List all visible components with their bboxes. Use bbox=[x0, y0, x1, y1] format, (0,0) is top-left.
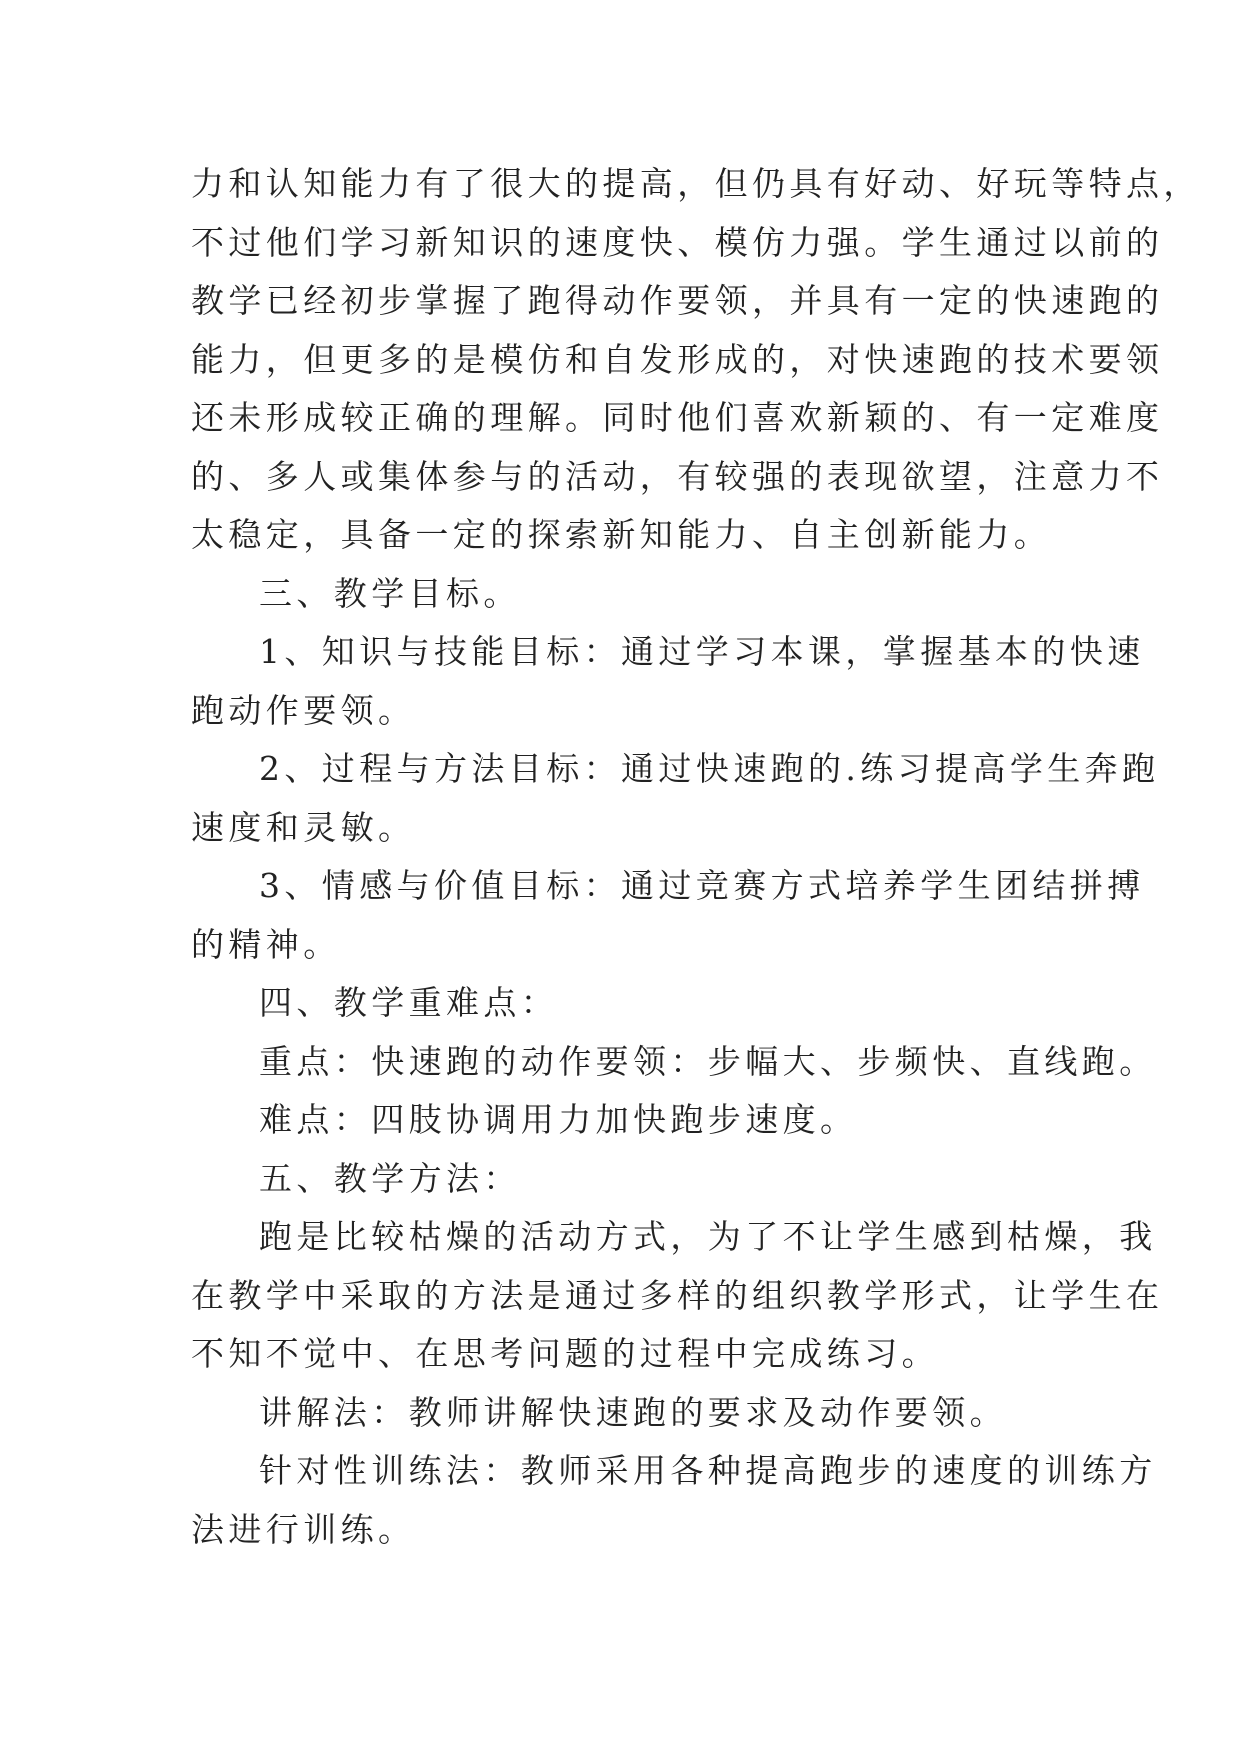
text-line: 教学已经初步掌握了跑得动作要领，并具有一定的快速跑的 bbox=[191, 281, 1164, 320]
text-line: 的精神。 bbox=[191, 924, 341, 964]
text-line: 在教学中采取的方法是通过多样的组织教学形式，让学生在 bbox=[191, 1275, 1164, 1315]
text-line: 法进行训练。 bbox=[191, 1509, 416, 1549]
text-line: 跑动作要领。 bbox=[191, 690, 416, 730]
text-line: 五、教学方法： bbox=[259, 1158, 521, 1198]
text-line: 力和认知能力有了很大的提高，但仍具有好动、好玩等特点， bbox=[191, 164, 1201, 203]
text-line: 的、多人或集体参与的活动，有较强的表现欲望，注意力不 bbox=[191, 456, 1164, 496]
document-body bbox=[191, 155, 1201, 1559]
text-line: 还未形成较正确的理解。同时他们喜欢新颖的、有一定难度 bbox=[191, 398, 1164, 437]
text-line: 1、知识与技能目标：通过学习本课，掌握基本的快速 bbox=[259, 632, 1145, 671]
text-line: 三、教学目标。 bbox=[259, 573, 521, 613]
text-line: 太稳定，具备一定的探索新知能力、自主创新能力。 bbox=[191, 515, 1052, 554]
text-line: 2、过程与方法目标：通过快速跑的.练习提高学生奔跑 bbox=[259, 749, 1160, 788]
text-line: 重点：快速跑的动作要领：步幅大、步频快、直线跑。 bbox=[259, 1041, 1157, 1081]
text-line: 3、情感与价值目标：通过竞赛方式培养学生团结拼搏 bbox=[259, 866, 1145, 905]
text-line: 讲解法：教师讲解快速跑的要求及动作要领。 bbox=[259, 1392, 1007, 1432]
text-line: 针对性训练法：教师采用各种提高跑步的速度的训练方 bbox=[259, 1451, 1157, 1490]
text-line: 四、教学重难点： bbox=[259, 983, 559, 1022]
text-line: 能力，但更多的是模仿和自发形成的，对快速跑的技术要领 bbox=[191, 339, 1164, 379]
text-line: 跑是比较枯燥的活动方式，为了不让学生感到枯燥，我 bbox=[259, 1217, 1157, 1256]
text-line: 难点：四肢协调用力加快跑步速度。 bbox=[259, 1100, 858, 1139]
text-line: 速度和灵敏。 bbox=[191, 807, 416, 847]
text-line: 不知不觉中、在思考问题的过程中完成练习。 bbox=[191, 1334, 939, 1373]
text-line: 不过他们学习新知识的速度快、模仿力强。学生通过以前的 bbox=[191, 222, 1164, 262]
